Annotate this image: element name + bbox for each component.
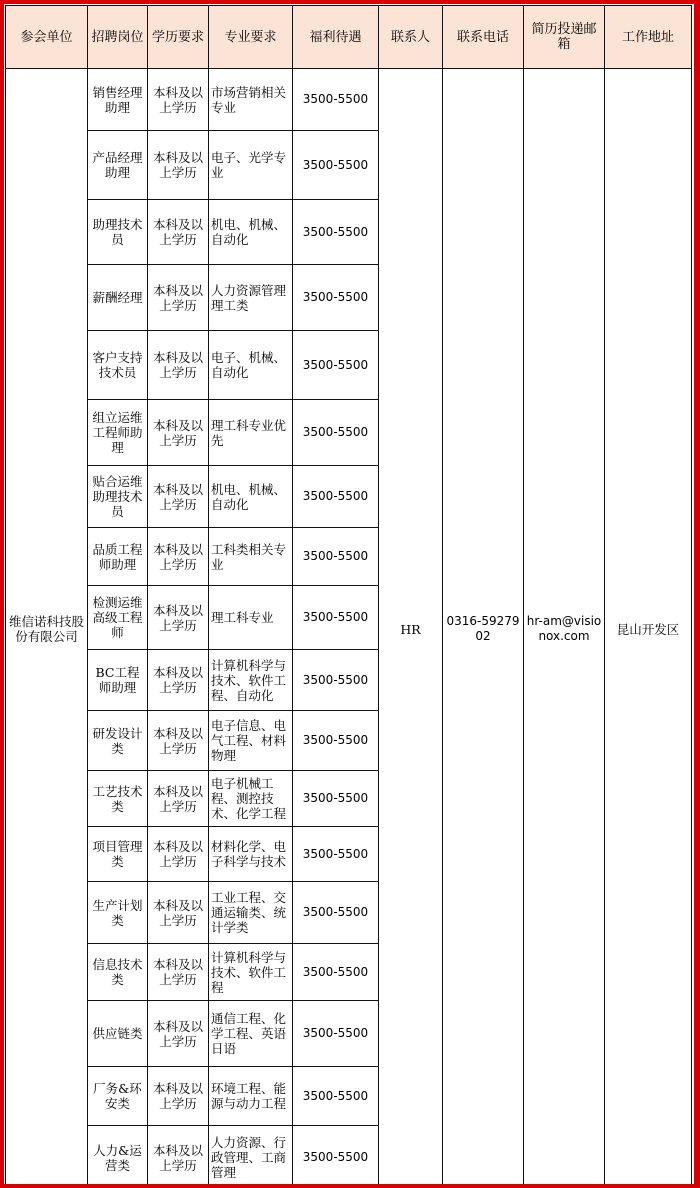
position-cell: 贴合运维助理技术员 — [88, 466, 148, 528]
major-cell: 通信工程、化学工程、英语日语 — [209, 1001, 293, 1067]
position-cell: 信息技术类 — [88, 944, 148, 1001]
education-cell: 本科及以上学历 — [148, 827, 209, 882]
education-cell: 本科及以上学历 — [148, 586, 209, 650]
education-cell: 本科及以上学历 — [148, 528, 209, 586]
major-cell: 计算机科学与技术、软件工程 — [209, 944, 293, 1001]
position-cell: 助理技术员 — [88, 200, 148, 265]
position-cell: 品质工程师助理 — [88, 528, 148, 586]
salary-cell: 3500-5500 — [293, 771, 379, 827]
major-cell: 电子机械工程、测控技术、化学工程 — [209, 771, 293, 827]
salary-cell: 3500-5500 — [293, 69, 379, 131]
major-cell: 计算机科学与技术、软件工程、自动化 — [209, 650, 293, 711]
major-cell: 机电、机械、自动化 — [209, 200, 293, 265]
position-cell: 组立运维工程师助理 — [88, 400, 148, 466]
education-cell: 本科及以上学历 — [148, 944, 209, 1001]
major-cell: 市场营销相关专业 — [209, 69, 293, 131]
education-cell: 本科及以上学历 — [148, 200, 209, 265]
recruitment-table — [5, 5, 692, 1184]
major-cell: 环境工程、能源与动力工程 — [209, 1067, 293, 1126]
header-row — [6, 6, 692, 69]
education-cell: 本科及以上学历 — [148, 650, 209, 711]
education-cell: 本科及以上学历 — [148, 711, 209, 771]
major-cell: 电子、光学专业 — [209, 131, 293, 200]
salary-cell: 3500-5500 — [293, 265, 379, 331]
salary-cell: 3500-5500 — [293, 586, 379, 650]
major-cell: 理工科专业 — [209, 586, 293, 650]
education-cell: 本科及以上学历 — [148, 131, 209, 200]
position-cell: 客户支持技术员 — [88, 331, 148, 400]
page-frame — [4, 4, 694, 1184]
phone-cell: 0316-5927902 — [443, 69, 524, 1185]
major-cell: 人力资源管理理工类 — [209, 265, 293, 331]
position-cell: 工艺技术类 — [88, 771, 148, 827]
position-cell: 销售经理助理 — [88, 69, 148, 131]
education-cell: 本科及以上学历 — [148, 882, 209, 944]
education-cell: 本科及以上学历 — [148, 1001, 209, 1067]
salary-cell: 3500-5500 — [293, 200, 379, 265]
position-cell: 供应链类 — [88, 1001, 148, 1067]
salary-cell: 3500-5500 — [293, 944, 379, 1001]
position-cell: 生产计划类 — [88, 882, 148, 944]
major-cell: 人力资源、行政管理、工商管理 — [209, 1126, 293, 1185]
major-cell: 电子信息、电气工程、材料物理 — [209, 711, 293, 771]
education-cell: 本科及以上学历 — [148, 265, 209, 331]
company-cell: 维信诺科技股份有限公司 — [6, 69, 88, 1185]
education-cell: 本科及以上学历 — [148, 331, 209, 400]
salary-cell: 3500-5500 — [293, 466, 379, 528]
education-cell: 本科及以上学历 — [148, 400, 209, 466]
position-cell: 研发设计类 — [88, 711, 148, 771]
education-cell: 本科及以上学历 — [148, 69, 209, 131]
salary-cell: 3500-5500 — [293, 827, 379, 882]
salary-cell: 3500-5500 — [293, 650, 379, 711]
salary-cell: 3500-5500 — [293, 711, 379, 771]
education-cell: 本科及以上学历 — [148, 466, 209, 528]
salary-cell: 3500-5500 — [293, 131, 379, 200]
major-cell: 材料化学、电子科学与技术 — [209, 827, 293, 882]
salary-cell: 3500-5500 — [293, 331, 379, 400]
position-cell: 厂务&环安类 — [88, 1067, 148, 1126]
major-cell: 电子、机械、自动化 — [209, 331, 293, 400]
position-cell: BC工程师助理 — [88, 650, 148, 711]
position-cell: 产品经理助理 — [88, 131, 148, 200]
education-cell: 本科及以上学历 — [148, 1126, 209, 1185]
header-salary: 福利待遇 — [293, 6, 379, 69]
salary-cell: 3500-5500 — [293, 400, 379, 466]
contact-cell: HR — [379, 69, 443, 1185]
major-cell: 工业工程、交通运输类、统计学类 — [209, 882, 293, 944]
major-cell: 机电、机械、自动化 — [209, 466, 293, 528]
header-position: 招聘岗位 — [88, 6, 148, 69]
header-address: 工作地址 — [605, 6, 692, 69]
header-education: 学历要求 — [148, 6, 209, 69]
header-company: 参会单位 — [6, 6, 88, 69]
major-cell: 工科类相关专业 — [209, 528, 293, 586]
salary-cell: 3500-5500 — [293, 1067, 379, 1126]
salary-cell: 3500-5500 — [293, 1001, 379, 1067]
header-major: 专业要求 — [209, 6, 293, 69]
header-contact: 联系人 — [379, 6, 443, 69]
education-cell: 本科及以上学历 — [148, 771, 209, 827]
position-cell: 人力&运营类 — [88, 1126, 148, 1185]
position-cell: 检测运维高级工程师 — [88, 586, 148, 650]
header-email: 简历投递邮箱 — [524, 6, 605, 69]
salary-cell: 3500-5500 — [293, 528, 379, 586]
header-phone: 联系电话 — [443, 6, 524, 69]
table-row — [6, 69, 692, 131]
salary-cell: 3500-5500 — [293, 882, 379, 944]
education-cell: 本科及以上学历 — [148, 1067, 209, 1126]
salary-cell: 3500-5500 — [293, 1126, 379, 1185]
major-cell: 理工科专业优先 — [209, 400, 293, 466]
position-cell: 项目管理类 — [88, 827, 148, 882]
address-cell: 昆山开发区 — [605, 69, 692, 1185]
email-cell: hr-am@visionox.com — [524, 69, 605, 1185]
position-cell: 薪酬经理 — [88, 265, 148, 331]
